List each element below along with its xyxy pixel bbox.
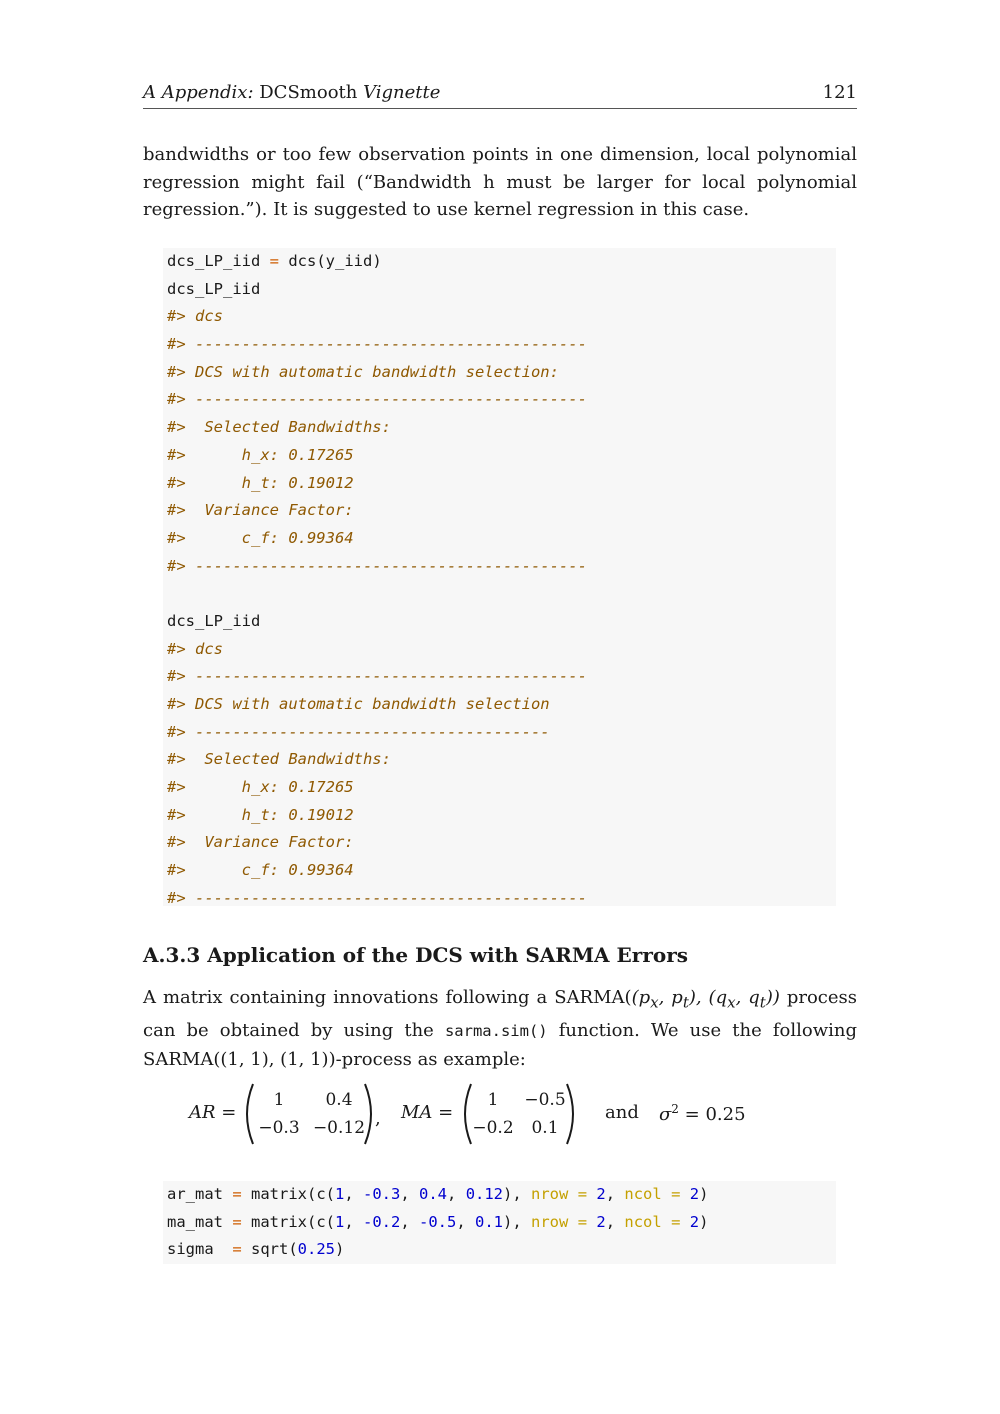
- code-comment: #> dcs: [167, 639, 223, 658]
- code-token: 0.4: [419, 1185, 448, 1203]
- code-token: =: [577, 1185, 588, 1203]
- code-comment: #> ------------------------------------------: [167, 888, 587, 907]
- ma-matrix: [459, 1082, 579, 1146]
- code-comment: #> DCS with automatic bandwidth selection:: [167, 362, 559, 381]
- code-line: [163, 359, 836, 387]
- code-comment: #> Selected Bandwidths:: [167, 750, 391, 769]
- code-line: [163, 525, 836, 553]
- code-comment: #> ------------------------------------------: [167, 667, 587, 686]
- ar-cell-11: 1: [273, 1090, 285, 1110]
- code-token: 2: [689, 1185, 700, 1203]
- sarma-paragraph: [143, 984, 857, 1073]
- code-token: =: [232, 1185, 242, 1203]
- code-token: nrow: [531, 1185, 569, 1203]
- ma-cell-22: 0.1: [531, 1118, 559, 1138]
- code-token: =: [671, 1185, 681, 1203]
- code-line: [163, 885, 836, 913]
- code-line: [163, 442, 836, 470]
- code-comment: #> h_x: 0.17265: [167, 778, 354, 797]
- code-token: dcs_LP_iid: [167, 279, 261, 298]
- code-line: [163, 746, 836, 774]
- code-comment: #> Variance Factor:: [167, 833, 354, 852]
- code-token: [680, 1213, 689, 1231]
- code-token: =: [671, 1212, 681, 1231]
- code-token: ,: [344, 1212, 364, 1231]
- ar-matrix: [241, 1082, 377, 1146]
- code-token: dcs_LP_iid: [167, 611, 261, 630]
- code-comment: #> h_x: 0.17265: [167, 445, 354, 464]
- running-header: [143, 82, 857, 109]
- code-line: [163, 470, 836, 498]
- ar-cell-21: −0.3: [258, 1118, 300, 1138]
- code-token: ,: [400, 1212, 420, 1231]
- code-token: ,: [400, 1185, 420, 1203]
- code-token: ncol: [624, 1185, 662, 1203]
- header-appendix: A Appendix:: [143, 82, 254, 103]
- code-line: [163, 719, 836, 747]
- sarma-text-2: process can be obtained by using the: [143, 987, 858, 1042]
- code-line: [163, 1236, 836, 1264]
- code-token: 0.12: [465, 1185, 504, 1203]
- code-token: dcs_LP_iid: [167, 252, 270, 270]
- code-token: =: [269, 252, 279, 270]
- code-line: [163, 829, 836, 857]
- header-vignette: Vignette: [363, 82, 441, 103]
- code-line: [163, 802, 836, 830]
- code-comment: #> ------------------------------------------: [167, 390, 587, 409]
- code-token: ): [699, 1185, 709, 1203]
- code-line: [163, 608, 836, 636]
- code-token: ),: [503, 1185, 532, 1203]
- code-line: [163, 857, 836, 885]
- code-line: [163, 414, 836, 442]
- code-token: ma_mat: [167, 1212, 233, 1231]
- code-token: [587, 1185, 596, 1203]
- code-line: [163, 497, 836, 525]
- code-token: dcs(y_iid): [279, 252, 382, 270]
- code-line: [163, 1181, 836, 1209]
- code-token: 2: [596, 1212, 606, 1231]
- code-token: ): [335, 1240, 345, 1259]
- code-comment: #> h_t: 0.19012: [167, 805, 354, 824]
- ar-label: AR =: [189, 1102, 237, 1123]
- code-token: ar_mat: [167, 1185, 233, 1203]
- code-comment: #> ------------------------------------------: [167, 556, 587, 575]
- code-token: =: [232, 1212, 242, 1231]
- code-token: [680, 1185, 689, 1203]
- code-line: [163, 691, 836, 719]
- code-token: sqrt(: [241, 1240, 298, 1259]
- code-token: [662, 1185, 671, 1203]
- code-line: [163, 636, 836, 664]
- code-line: [163, 663, 836, 691]
- sarma-text-4: )-process as example:: [328, 1048, 526, 1070]
- sarma-example-orders: (1, 1), (1, 1): [220, 1048, 329, 1070]
- code-token: matrix(c(: [241, 1212, 335, 1231]
- code-token: ncol: [624, 1212, 662, 1231]
- code-comment: #> Variance Factor:: [167, 501, 354, 520]
- code-comment: #> c_f: 0.99364: [167, 528, 354, 547]
- page-number: 121: [822, 82, 857, 103]
- code-token: ,: [447, 1185, 466, 1203]
- ma-label: MA =: [401, 1102, 454, 1123]
- code-block-dcs-output: [163, 248, 836, 906]
- sigma-equation: $\sigma^2 = 0.25$: [659, 1102, 746, 1125]
- code-comment: #> DCS with automatic bandwidth selection: [167, 695, 550, 713]
- code-token: [587, 1213, 596, 1231]
- code-line: [163, 276, 836, 304]
- intro-paragraph: bandwidths or too few observation points in one dimension, local polynomial regression might fail (“Bandwidth h must be larger for local polynomial regression.”). It is suggested to use kernel regression in this case.: [143, 144, 857, 220]
- ma-cell-11: 1: [487, 1090, 499, 1110]
- code-comment: #> c_f: 0.99364: [167, 861, 354, 880]
- code-line: [163, 1209, 836, 1237]
- code-token: [568, 1213, 577, 1231]
- code-token: -0.2: [363, 1212, 401, 1231]
- code-line: [163, 774, 836, 802]
- header-package: DCSmooth: [259, 82, 358, 103]
- code-token: nrow: [531, 1212, 569, 1231]
- code-token: sigma: [167, 1240, 233, 1259]
- code-token: matrix(c(: [241, 1185, 335, 1203]
- code-line: [163, 386, 836, 414]
- code-line: [163, 580, 836, 608]
- code-comment: #> h_t: 0.19012: [167, 473, 354, 492]
- code-line: [163, 553, 836, 581]
- sarma-text-3: function. We use the following SARMA(: [143, 1020, 857, 1070]
- code-line: [163, 248, 836, 276]
- ar-cell-12: 0.4: [325, 1090, 353, 1110]
- code-token: 1: [335, 1212, 345, 1231]
- and-word: and: [605, 1102, 639, 1123]
- code-block-matrices: [163, 1181, 836, 1264]
- equation-ar-ma: [189, 1082, 839, 1146]
- code-token: ,: [456, 1212, 476, 1231]
- code-token: -0.5: [419, 1212, 457, 1231]
- code-token: ,: [605, 1212, 625, 1231]
- code-token: =: [232, 1240, 242, 1259]
- header-title: [143, 82, 440, 103]
- code-line: [163, 331, 836, 359]
- matrix-comma: ,: [375, 1108, 381, 1129]
- code-token: ),: [503, 1212, 532, 1231]
- sarma-orders: ($p_x$, $p_t$), ($q_x$, $q_t$)): [631, 987, 780, 1012]
- sarma-text-1: A matrix containing innovations following a SARMA(: [143, 987, 632, 1008]
- section-heading: A.3.3 Application of the DCS with SARMA Errors: [143, 943, 688, 967]
- code-token: 2: [689, 1212, 700, 1231]
- code-token: 1: [335, 1185, 345, 1203]
- code-token: ,: [344, 1185, 364, 1203]
- code-token: 0.1: [475, 1212, 504, 1231]
- code-token: 0.25: [297, 1240, 335, 1259]
- code-comment: #> dcs: [167, 307, 223, 326]
- code-token: -0.3: [363, 1185, 401, 1203]
- code-comment: #> ------------------------------------------: [167, 335, 587, 354]
- code-token: ,: [605, 1185, 625, 1203]
- code-comment: #> Selected Bandwidths:: [167, 418, 391, 437]
- code-line: [163, 303, 836, 331]
- code-token: 2: [596, 1185, 606, 1203]
- ar-cell-22: −0.12: [312, 1118, 366, 1138]
- function-name: sarma.sim(): [444, 1022, 548, 1041]
- code-comment: #> --------------------------------------: [167, 722, 550, 741]
- ma-cell-21: −0.2: [472, 1118, 514, 1138]
- code-token: [662, 1213, 671, 1231]
- code-token: =: [577, 1212, 588, 1231]
- code-token: [568, 1185, 577, 1203]
- ma-cell-12: −0.5: [524, 1090, 566, 1110]
- code-token: ): [699, 1212, 709, 1231]
